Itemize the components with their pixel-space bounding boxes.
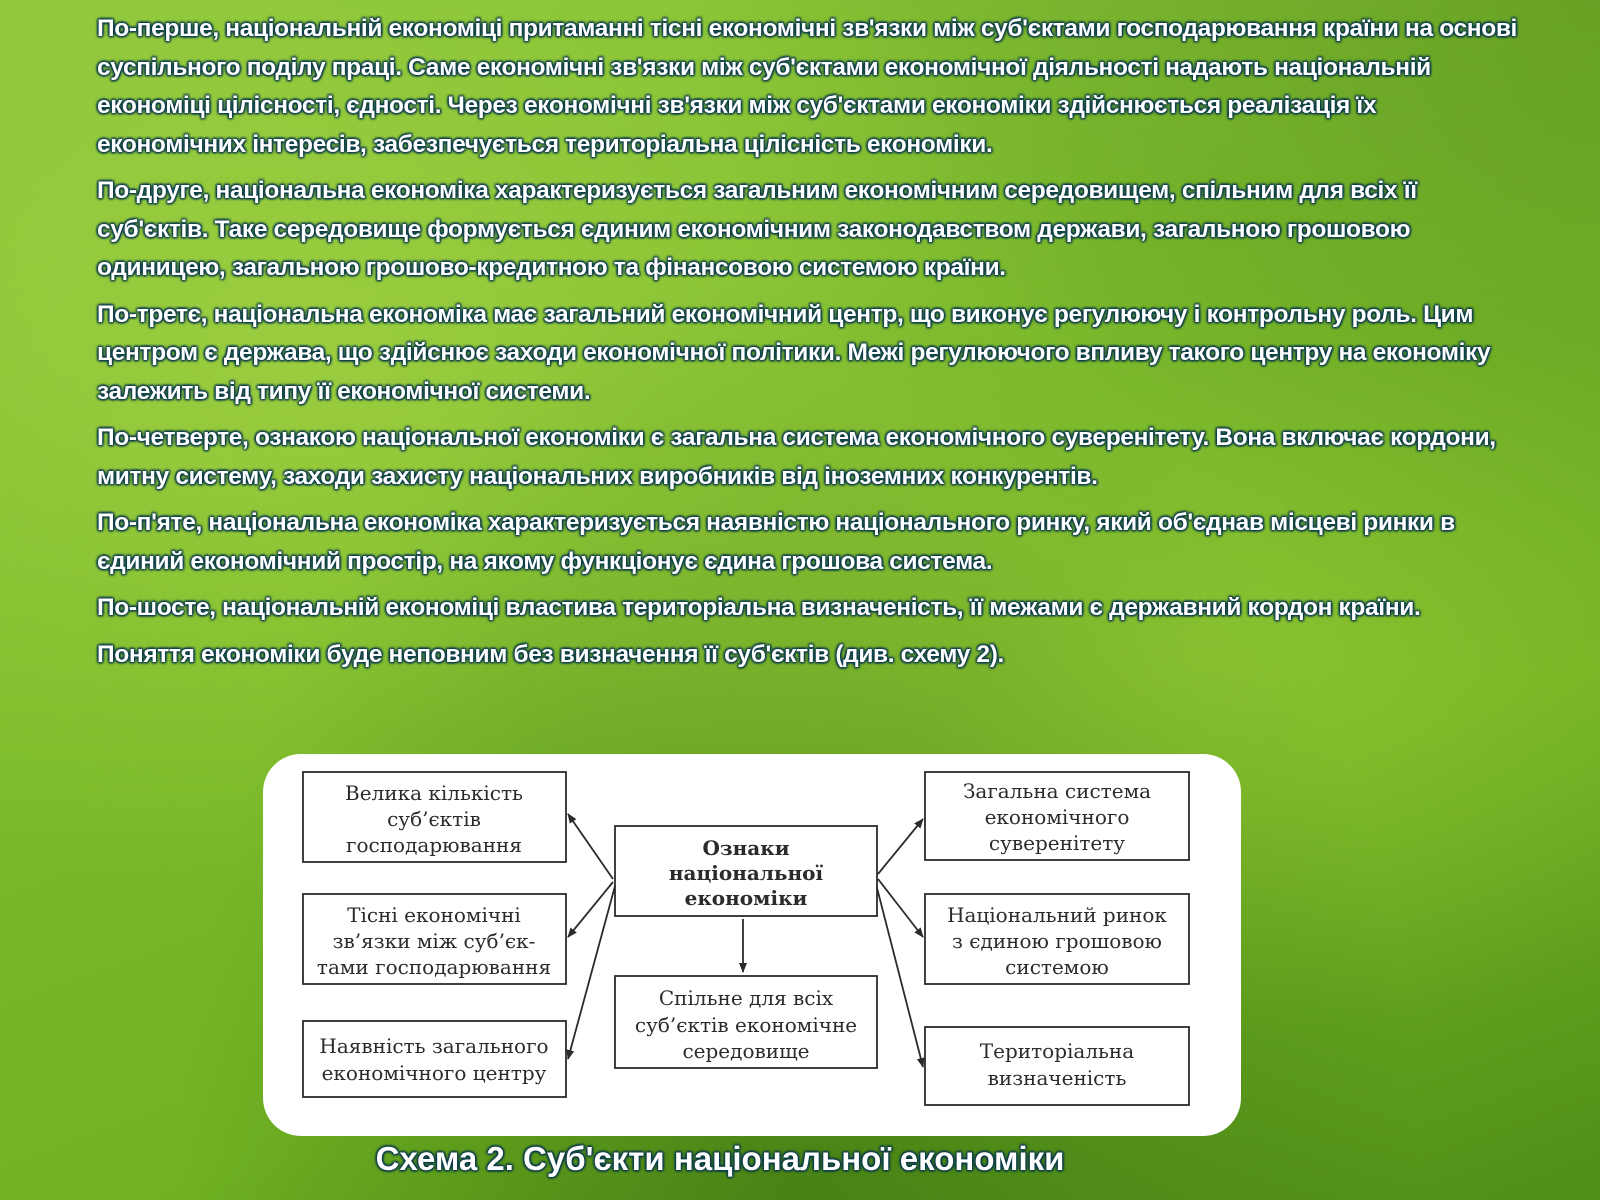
arrow-to-box-right-1 <box>878 819 923 874</box>
box-left-1-line-1: Велика кількість <box>345 781 523 805</box>
box-left-2-line-1: Тісні економічні <box>347 903 521 927</box>
box-right-3 <box>925 1027 1189 1105</box>
arrow-to-box-right-3 <box>876 884 923 1067</box>
box-right-2-line-1: Національний ринок <box>947 903 1167 927</box>
box-right-1-line-2: економічного <box>984 805 1130 829</box>
arrow-to-box-right-2 <box>878 879 923 937</box>
scheme-caption: Схема 2. Суб'єкти національної економіки <box>375 1140 1065 1177</box>
box-right-2 <box>925 894 1189 984</box>
box-left-1-line-3: господарювання <box>345 833 523 857</box>
paragraph-second: По-друге, національна економіка характеризується загальним економічним середовищем, спільним для всіх її суб'єктів. Таке середовище формується єдиним економічним законодавством держави, загальною грошовою одиницею, загальною грошово-кредитною та фінансовою системою країни. <box>97 177 1417 281</box>
paragraph-third: По-третє, національна економіка має загальний економічний центр, що виконує регулюючу і контрольну роль. Цим центром є держава, що здійснює заходи економічної політики. Межі регулюючого впливу такого центру на економіку залежить від типу її економічної системи. <box>97 300 1491 405</box>
box-bottom-line-1: Спільне для всіх <box>658 986 834 1010</box>
box-right-3-line-1: Територіальна <box>979 1039 1135 1063</box>
box-left-3-line-2: економічного центру <box>321 1061 547 1085</box>
box-left-2-line-3: тами господарювання <box>316 955 552 979</box>
box-left-2-line-2: зв’язки між суб’єк- <box>332 929 536 953</box>
box-right-1 <box>925 772 1189 860</box>
arrow-to-box-left-3 <box>568 886 615 1059</box>
box-right-2-line-3: системою <box>1005 955 1109 979</box>
scheme-diagram <box>263 754 1241 1136</box>
box-right-1-line-3: суверенітету <box>988 831 1126 855</box>
box-center-line-1: Ознаки <box>702 836 790 860</box>
box-right-3-line-2: визначеність <box>987 1066 1127 1090</box>
paragraph-first: По-перше, національній економіці притаманні тісні економічні зв'язки між суб'єктами господарювання країни на основі суспільного поділу праці. Саме економічні зв'язки між суб'єктами економічної діяльності надають національній економіці цілісності, єдності. Через економічні зв'язки між суб'єктами економіки здійснюється реалізація їх економічних інтересів, забезпечується територіальна цілісність економіки. <box>97 15 1518 158</box>
paragraph-fourth: По-четверте, ознакою національної економіки є загальна система економічного суверенітету. Вона включає кордони, митну систему, заходи захисту національних виробників від іноземних конкурентів. <box>97 424 1496 490</box>
box-bottom-line-3: середовище <box>682 1039 810 1063</box>
arrow-to-box-left-2 <box>568 882 613 937</box>
box-left-1-line-2: суб’єктів <box>387 807 481 831</box>
box-bottom-line-2: суб’єктів економічне <box>634 1013 858 1037</box>
box-left-2 <box>303 894 566 984</box>
diagram-panel <box>263 754 1241 1136</box>
paragraph-fifth: По-п'яте, національна економіка характеризується наявністю національного ринку, який об'єднав місцеві ринки в єдиний економічний простір, на якому функціонує єдина грошова система. <box>97 509 1455 575</box>
box-bottom <box>615 976 877 1068</box>
text-block <box>97 10 1517 682</box>
arrow-to-box-left-1 <box>568 814 613 879</box>
box-center-line-3: економіки <box>684 886 808 910</box>
paragraph-intro-scheme: Поняття економіки буде неповним без визначення її суб'єктів (див. схему 2). <box>97 640 1004 668</box>
box-left-3 <box>303 1021 566 1097</box>
paragraph-sixth: По-шосте, національній економіці властива територіальна визначеність, її межами є державний кордон країни. <box>97 594 1421 621</box>
box-left-3-line-1: Наявність загального <box>319 1034 549 1058</box>
box-right-2-line-2: з єдиною грошовою <box>952 929 1162 953</box>
box-right-1-line-1: Загальна система <box>962 779 1152 803</box>
box-center <box>615 826 877 916</box>
box-center-line-2: національної <box>668 861 824 885</box>
box-left-1 <box>303 772 566 862</box>
